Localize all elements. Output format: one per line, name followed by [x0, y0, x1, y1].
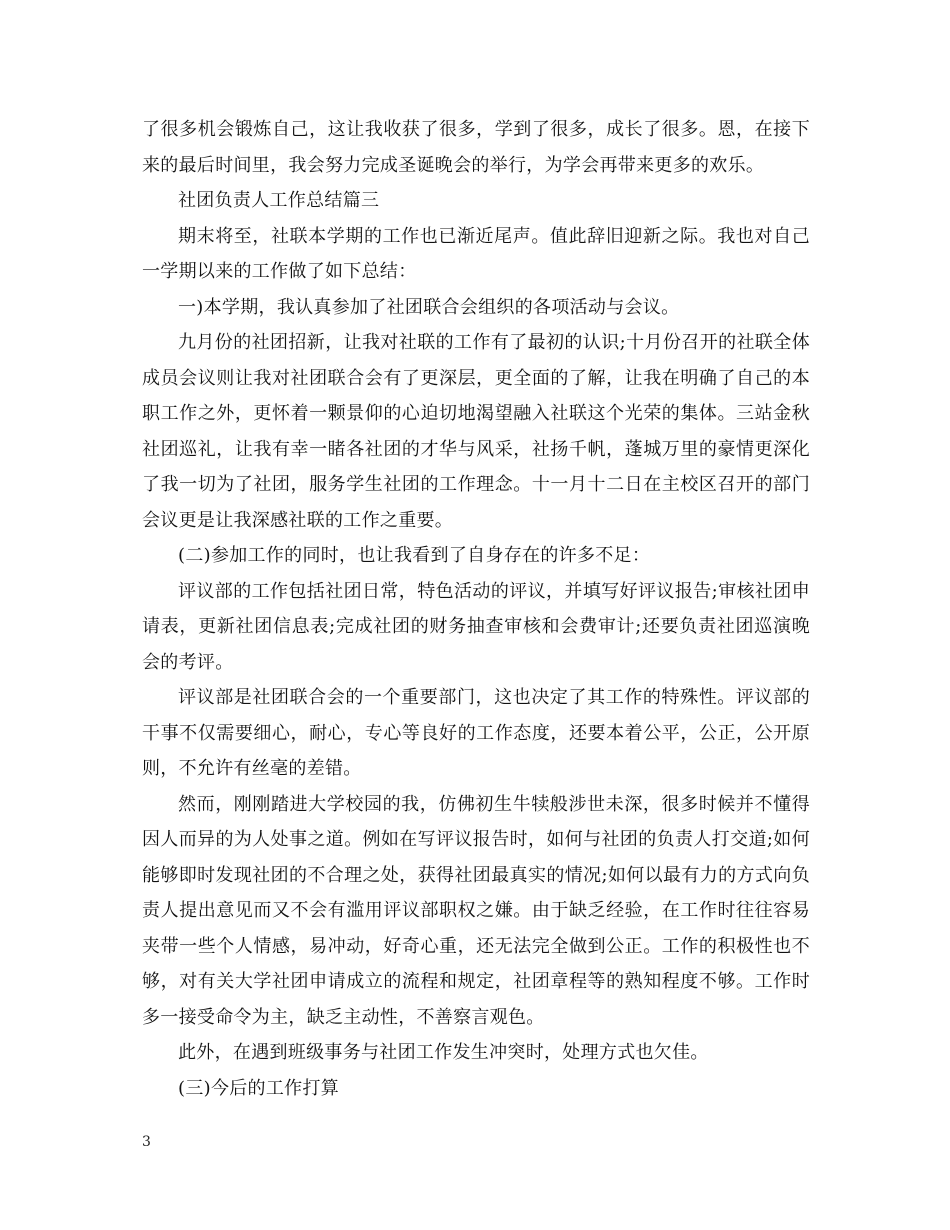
paragraph: 评议部的工作包括社团日常，特色活动的评议，并填写好评议报告;审核社团申请表，更新社团信息表;完成社团的财务抽查审核和会费审计;还要负责社团巡演晚会的考评。 [142, 580, 810, 673]
paragraph: 期末将至，社联本学期的工作也已渐近尾声。值此辞旧迎新之际。我也对自己一学期以来的工作做了如下总结： [142, 225, 810, 282]
paragraph-continuation: 了很多机会锻炼自己，这让我收获了很多，学到了很多，成长了很多。恩，在接下来的最后时间里，我会努力完成圣诞晚会的举行，为学会再带来更多的欢乐。 [142, 119, 810, 176]
page-number: 3 [142, 1134, 151, 1150]
paragraph: 评议部是社团联合会的一个重要部门，这也决定了其工作的特殊性。评议部的干事不仅需要细心，耐心，专心等良好的工作态度，还要本着公平，公正，公开原则，不允许有丝毫的差错。 [142, 687, 810, 779]
paragraph: 九月份的社团招新，让我对社联的工作有了最初的认识;十月份召开的社联全体成员会议则让我对社团联合会有了更深层，更全面的了解，让我在明确了自己的本职工作之外，更怀着一颗景仰的心迫切地渴望融入社联这个光荣的集体。三站金秋社团巡礼，让我有幸一睹各社团的才华与风采，社扬千帆，蓬城万里的豪情更深化了我一切为了社团，服务学生社团的工作理念。十一月十二日在主校区召开的部门会议更是让我深感社联的工作之重要。 [142, 332, 810, 531]
subheading-three: (三)今后的工作打算 [178, 1077, 340, 1099]
paragraph: 然而，刚刚踏进大学校园的我，仿佛初生牛犊般涉世未深，很多时候并不懂得因人而异的为人处事之道。例如在写评议报告时，如何与社团的负责人打交道;如何能够即时发现社团的不合理之处，获得社团最真实的情况;如何以最有力的方式向负责人提出意见而又不会有滥用评议部职权之嫌。由于缺乏经验，在工作时往往容易夹带一些个人情感，易冲动，好奇心重，还无法完全做到公正。工作的积极性也不够，对有关大学社团申请成立的流程和规定，社团章程等的熟知程度不够。工作时多一接受命令为主，缺乏主动性，不善察言观色。 [142, 793, 810, 1028]
subheading-one: 一)本学期，我认真参加了社团联合会组织的各项活动与会议。 [178, 296, 680, 318]
section-heading: 社团负责人工作总结篇三 [178, 190, 380, 211]
paragraph: 此外，在遇到班级事务与社团工作发生冲突时，处理方式也欠佳。 [178, 1042, 709, 1063]
body-text [142, 112, 810, 1106]
subheading-two: (二)参加工作的同时，也让我看到了自身存在的许多不足： [178, 545, 651, 566]
